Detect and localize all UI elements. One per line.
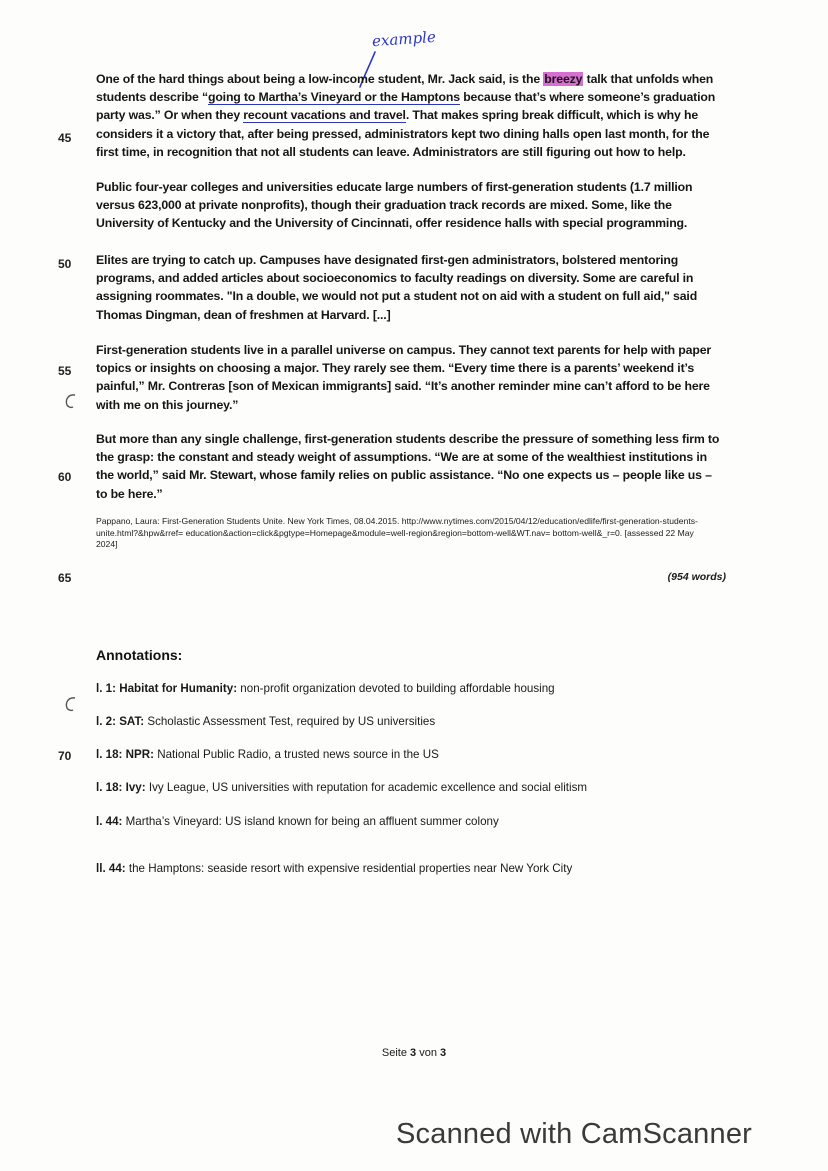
annotation-ref: l. 2: SAT: (96, 715, 145, 728)
line-number: 55 (58, 364, 72, 378)
paragraph-text: One of the hard things about being a low-income student, Mr. Jack said, is the (96, 72, 544, 86)
paragraph-3: Elites are trying to catch up. Campuses have designated first-gen administrators, bolstered mentoring programs, and added articles about socioeconomics to faculty readings on diversity. Some are careful in assigning roommates. "In a double, we would not put a student not on aid with a student on full aid," said Thomas Dingman, dean of freshmen at Harvard. [...] (96, 253, 698, 322)
line-number: 45 (58, 131, 72, 145)
annotation-item (96, 715, 736, 728)
paragraph-4: First-generation students live in a parallel universe on campus. They cannot text parents for help with paper topics or insights on choosing a major. They rarely see them. “Every time there is a parents’ weekend it’s painful,” Mr. Contreras [son of Mexican immigrants] said. “It’s another reminder mine can’t afford to be here with me on this journey.” (96, 343, 712, 412)
annotation-text: Martha’s Vineyard: US island known for being an affluent summer colony (122, 815, 499, 828)
source-citation: Pappano, Laura: First-Generation Students Unite. New York Times, 08.04.2015. http://www.nytimes.com/2015/04/12/education/edlife/first-generation-students-unite.html?&hpw&rref= education&action=click&pgtype=Homepage&module=well-region&region=bottom-well&WT.nav= bottom-well&_r=0. [assessed 22 May 2024] (96, 516, 698, 550)
page-footer (0, 1047, 828, 1059)
annotation-text: Ivy League, US universities with reputation for academic excellence and social elitism (145, 781, 588, 794)
line-number: 50 (58, 257, 72, 271)
page-number-total: 3 (440, 1047, 447, 1059)
highlighted-word: breezy (544, 72, 583, 86)
footer-text: Seite (381, 1047, 411, 1059)
annotation-text: the Hamptons: seaside resort with expensive residential properties near New York City (125, 862, 573, 875)
page-number-current: 3 (410, 1047, 417, 1059)
footer-text: von (416, 1047, 440, 1059)
annotation-item (96, 682, 736, 695)
annotation-ref: ll. 44: (96, 862, 126, 875)
annotation-text: Scholastic Assessment Test, required by US universities (144, 715, 436, 728)
annotation-text: non-profit organization devoted to building affordable housing (237, 682, 555, 695)
paragraph-1 (96, 70, 724, 161)
annotation-item (96, 815, 736, 828)
line-number: 60 (58, 470, 72, 484)
punch-hole-mark (64, 696, 78, 712)
handwritten-annotation: example (371, 27, 437, 51)
annotation-item (96, 781, 736, 794)
annotation-text: National Public Radio, a trusted news source in the US (153, 748, 439, 761)
paragraph-text: talk that unfolds when students describe “ (96, 72, 714, 105)
annotations-heading: Annotations: (96, 647, 183, 663)
paragraph-2: Public four-year colleges and universities educate large numbers of first-generation students (1.7 million versus 623,000 at private nonprofits), though their graduation track records are mixed. Some, like the University of Kentucky and the University of Cincinnati, offer residence halls with special programming. (96, 180, 693, 231)
punch-hole-mark (64, 393, 78, 409)
annotation-ref: l. 1: Habitat for Humanity: (96, 682, 238, 695)
underlined-phrase: recount vacations and travel (243, 108, 406, 123)
scanner-watermark: Scanned with CamScanner (396, 1118, 753, 1150)
underlined-phrase: going to Martha’s Vineyard or the Hamptons (207, 90, 460, 105)
annotation-item (96, 748, 736, 761)
annotation-item (96, 862, 736, 875)
paragraph-5: But more than any single challenge, first-generation students describe the pressure of something less firm to the grasp: the constant and steady weight of assumptions. “We are at some of the wealthiest institutions in the world,” said Mr. Stewart, whose family relies on public assistance. “No one expects us – people like us – to be here.” (96, 432, 720, 501)
paragraph-text: . That makes spring break difficult, which is why he considers it a victory that, after being pressed, administrators kept two dining halls open last month, for the first time, in recognition that not all students can leave. Administrators are still figuring out how to help. (96, 108, 710, 159)
paragraph-text: because that’s where someone’s graduation party was.” Or when they (96, 90, 716, 123)
annotation-ref: l. 18: Ivy: (96, 781, 146, 794)
line-number: 65 (58, 571, 72, 585)
line-number: 70 (58, 749, 72, 763)
annotation-ref: l. 18: NPR: (96, 748, 154, 761)
word-count: (954 words) (667, 571, 726, 583)
annotation-ref: l. 44: (96, 815, 123, 828)
